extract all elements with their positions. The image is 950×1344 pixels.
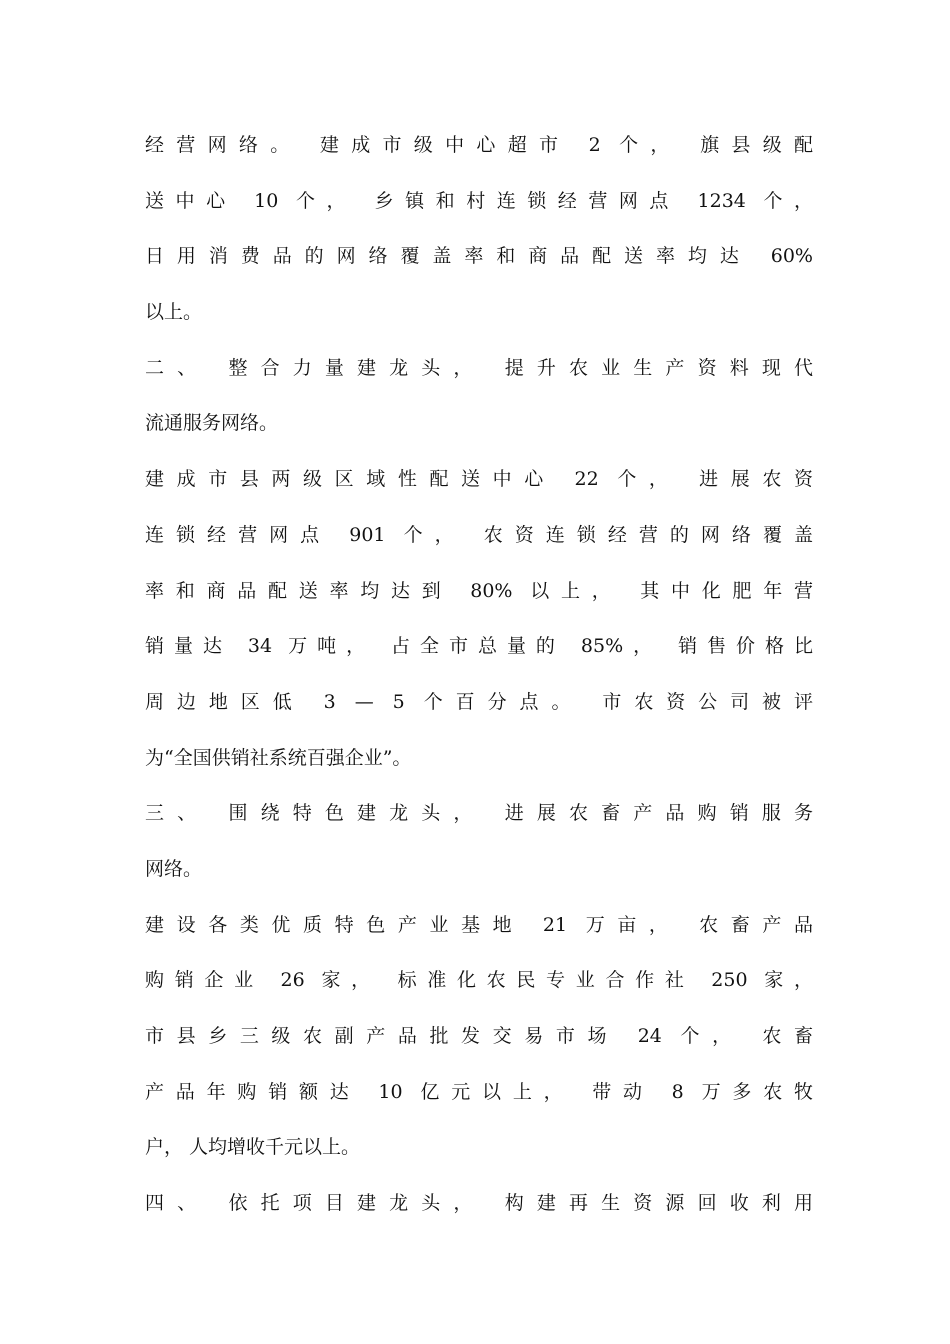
text-line-16: 购销企业 26 家， 标准化农民专业合作社 250 家， xyxy=(145,969,813,992)
text-line-1: 经营网络。 建成市级中心超市 2 个， 旗县级配 xyxy=(145,134,813,156)
heading-section-4-line-1: 四、 依托项目建龙头， 构建再生资源回收利用 xyxy=(145,1192,813,1215)
text-line-15: 建设各类优质特色产业基地 21 万亩， 农畜产品 xyxy=(145,913,813,936)
text-line-19: 户， 人均增收千元以上。 xyxy=(145,1136,361,1159)
text-line-11: 周边地区低 3 — 5 个百分点。 市农资公司被评 xyxy=(145,690,813,713)
text-line-2: 送中心 10 个， 乡镇和村连锁经营网点 1234 个， xyxy=(145,189,813,212)
text-line-10: 销量达 34 万吨， 占全市总量的 85%， 销售价格比 xyxy=(145,635,813,658)
body-text xyxy=(145,118,813,1232)
text-line-8: 连锁经营网点 901 个， 农资连锁经营的网络覆盖 xyxy=(145,523,813,546)
text-line-9: 率和商品配送率均达到 80% 以上， 其中化肥年营 xyxy=(145,579,813,602)
heading-section-2-line-1: 二、 整合力量建龙头， 提升农业生产资料现代 xyxy=(145,356,813,379)
text-line-17: 市县乡三级农副产品批发交易市场 24 个， 农畜 xyxy=(145,1025,813,1047)
text-line-18: 产品年购销额达 10 亿元以上， 带动 8 万多农牧 xyxy=(145,1080,813,1103)
text-line-12: 为“全国供销社系统百强企业”。 xyxy=(145,746,412,769)
heading-section-3-line-2: 网络。 xyxy=(145,857,203,880)
text-line-3: 日用消费品的网络覆盖率和商品配送率均达 60% xyxy=(145,245,813,268)
text-line-4: 以上。 xyxy=(145,301,203,324)
heading-section-3-line-1: 三、 围绕特色建龙头， 进展农畜产品购销服务 xyxy=(145,802,813,825)
text-line-7: 建成市县两级区域性配送中心 22 个， 进展农资 xyxy=(145,468,813,491)
heading-section-2-line-2: 流通服务网络。 xyxy=(145,412,279,435)
